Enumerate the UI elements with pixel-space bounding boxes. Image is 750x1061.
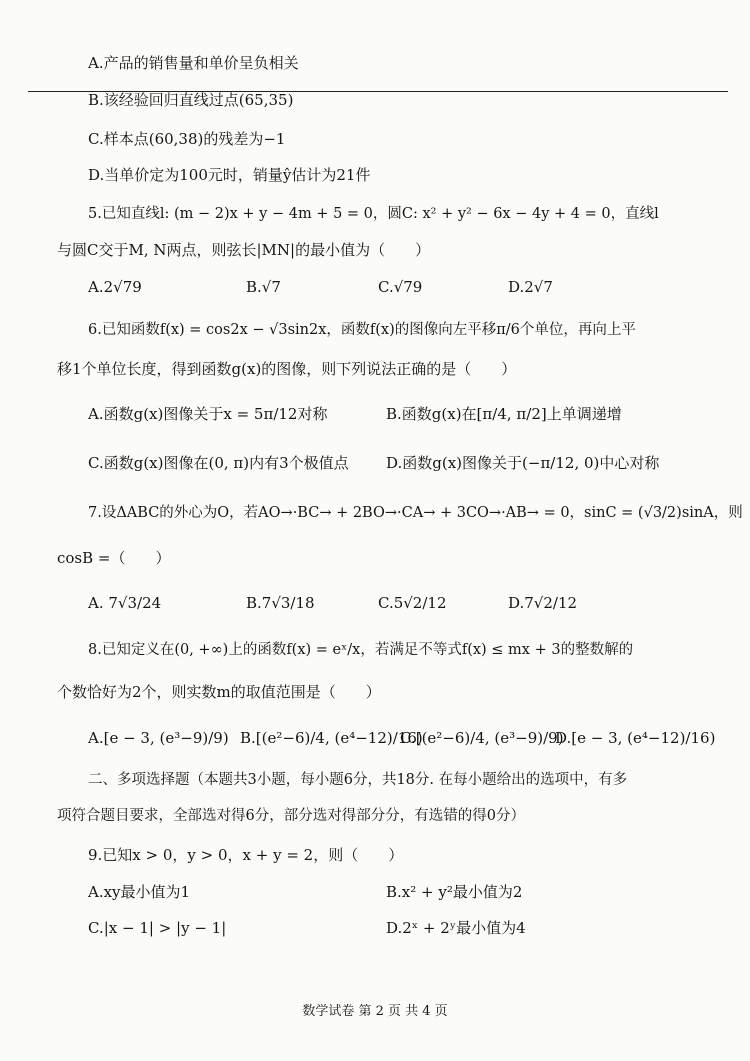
q8-option-a: A.[e − 3, (e³−9)/9) xyxy=(88,729,229,747)
q8-option-b: B.[(e²−6)/4, (e⁴−12)/16) xyxy=(240,729,423,747)
q6-option-c: C.函数g(x)图像在(0, π)内有3个极值点 xyxy=(88,454,349,472)
q4-option-b: B.该经验回归直线过点(65,35) xyxy=(88,91,294,109)
q4-option-d: D.当单价定为100元时，销量ŷ估计为21件 xyxy=(88,166,371,184)
section-heading-line2: 项符合题目要求，全部选对得6分，部分选对得部分分，有选错的得0分） xyxy=(57,808,525,824)
q7-option-c: C.5√2/12 xyxy=(378,594,447,612)
q5-option-c: C.√79 xyxy=(378,278,423,296)
q9-option-b: B.x² + y²最小值为2 xyxy=(386,883,523,901)
q6-stem-line1: 6.已知函数f(x) = cos2x − √3sin2x，函数f(x)的图像向左平移π/6个单位，再向上平 xyxy=(88,322,636,338)
q9-option-a: A.xy最小值为1 xyxy=(88,883,191,901)
q8-option-d: D.[e − 3, (e⁴−12)/16) xyxy=(555,729,716,747)
q6-option-d: D.函数g(x)图像关于(−π/12, 0)中心对称 xyxy=(386,454,660,472)
q5-stem-line1: 5.已知直线l: (m − 2)x + y − 4m + 5 = 0，圆C: x² + y² − 6x − 4y + 4 = 0，直线l xyxy=(88,206,659,222)
q4-option-c: C.样本点(60,38)的残差为−1 xyxy=(88,130,286,148)
q8-option-c: C.[(e²−6)/4, (e³−9)/9) xyxy=(400,729,564,747)
q6-option-b: B.函数g(x)在[π/4, π/2]上单调递增 xyxy=(386,405,622,423)
q5-stem-line2: 与圆C交于M, N两点，则弦长|MN|的最小值为（ ） xyxy=(57,241,431,259)
q7-option-b: B.7√3/18 xyxy=(246,594,315,612)
q9-option-c: C.|x − 1| > |y − 1| xyxy=(88,919,227,937)
q8-stem-line1: 8.已知定义在(0, +∞)上的函数f(x) = eˣ/x，若满足不等式f(x) ≤ mx + 3的整数解的 xyxy=(88,642,634,658)
q9-option-d: D.2ˣ + 2ʸ最小值为4 xyxy=(386,919,526,937)
page-footer: 数学试卷 第 2 页 共 4 页 xyxy=(302,1004,448,1019)
q6-option-a: A.函数g(x)图像关于x = 5π/12对称 xyxy=(88,405,328,423)
q7-option-d: D.7√2/12 xyxy=(508,594,578,612)
q9-stem: 9.已知x > 0，y > 0，x + y = 2，则（ ） xyxy=(88,846,404,864)
q4-option-a: A.产品的销售量和单价呈负相关 xyxy=(88,54,299,72)
q5-option-d: D.2√7 xyxy=(508,278,553,296)
q6-stem-line2: 移1个单位长度，得到函数g(x)的图像，则下列说法正确的是（ ） xyxy=(57,360,517,378)
q7-option-a: A. 7√3/24 xyxy=(88,594,162,612)
section-heading-line1: 二、多项选择题（本题共3小题，每小题6分，共18分. 在每小题给出的选项中，有多 xyxy=(88,772,628,788)
q5-option-b: B.√7 xyxy=(246,278,281,296)
q7-stem-line1: 7.设ΔABC的外心为O，若AO→·BC→ + 2BO→·CA→ + 3CO→·AB→ = 0，sinC = (√3/2)sinA，则 xyxy=(88,505,743,521)
q8-stem-line2: 个数恰好为2个，则实数m的取值范围是（ ） xyxy=(57,683,381,701)
q5-option-a: A.2√79 xyxy=(88,278,142,296)
q7-stem-line2: cosB =（ ） xyxy=(57,549,171,567)
